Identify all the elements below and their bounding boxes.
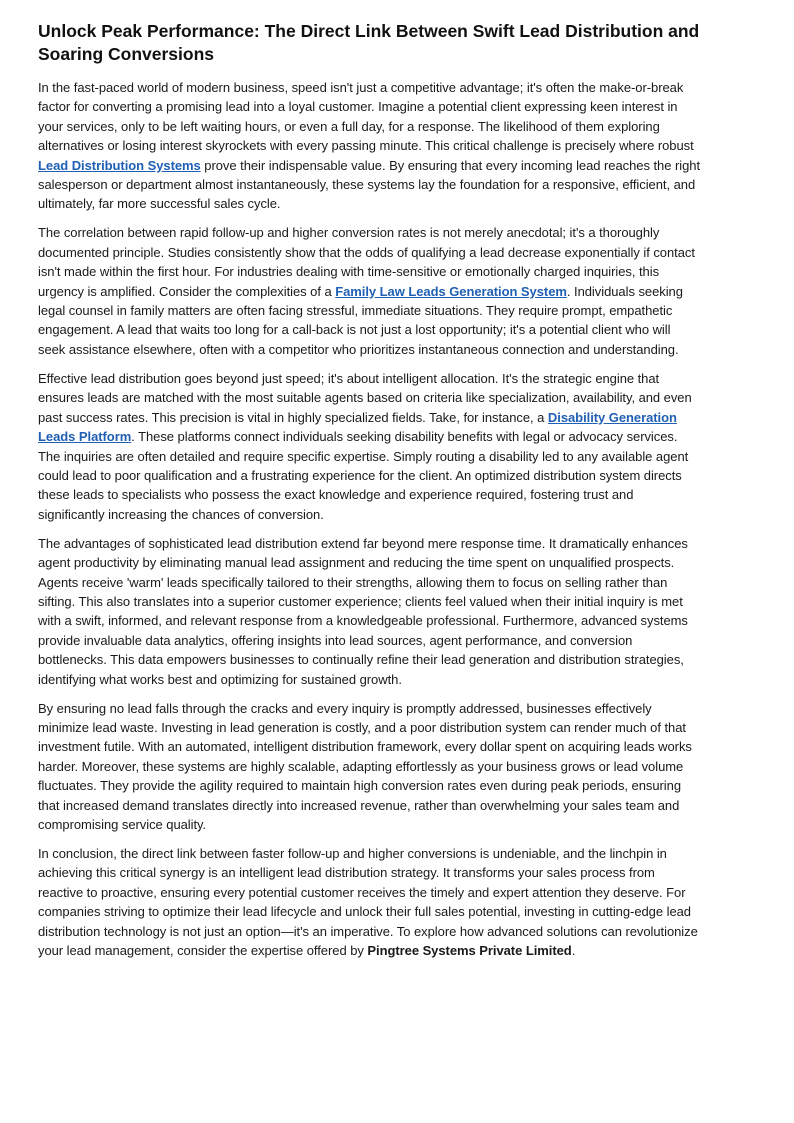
lead-distribution-systems-link[interactable]: Lead Distribution Systems [38, 157, 201, 173]
p6-text-before: In conclusion, the direct link between faster follow-up and higher conversions is undeniable, and the linchpin in achieving this critical synergy is an intelligent lead distribution strategy. It transforms your sales process from reactive to proactive, ensuring every potential customer receives the timely and expert attention they deserve. For companies striving to optimize their lead lifecycle and unlock their full sales potential, investing in cutting-edge lead distribution technology is not just an option—it's an imperative. To explore how advanced solutions can revolutionize your lead management, consider the expertise offered by [38, 846, 698, 959]
p3-text-before: Effective lead distribution goes beyond just speed; it's about intelligent allocation. It's the strategic engine that ensures leads are matched with the most suitable agents based on criteria like specialization, availability, and even past success rates. This precision is vital in highly specialized fields. Take, for instance, a [38, 370, 692, 425]
paragraph-5: By ensuring no lead falls through the cracks and every inquiry is promptly addressed, businesses effectively minimize lead waste. Investing in lead generation is costly, and a poor distribution system can render much of that investment futile. With an automated, intelligent distribution framework, every dollar spent on acquiring leads works harder. Moreover, these systems are highly scalable, adapting effortlessly as your business grows or lead volume fluctuates. They provide the agility required to maintain high conversion rates even during peak periods, ensuring that increased demand translates directly into increased revenue, rather than overwhelming your sales team and compromising service quality. [38, 700, 692, 832]
p2-text-before: The correlation between rapid follow-up and higher conversion rates is not merely anecdotal; it's a thoroughly documented principle. Studies consistently show that the odds of qualifying a lead decrease exponentially if contact isn't made within the first hour. For industries dealing with time-sensitive or emotionally charged inquiries, this urgency is amplified. Consider the complexities of a [38, 225, 695, 299]
p1-text-after: prove their indispensable value. By ensuring that every incoming lead reaches the right salesperson or department almost instantaneously, these systems lay the foundation for a responsive, efficient, and ultimately, far more successful sales cycle. [38, 157, 701, 212]
paragraph-2 [38, 223, 700, 359]
p2-text-after: . Individuals seeking legal counsel in family matters are often facing stressful, immediate situations. They require prompt, empathetic engagement. A lead that waits too long for a call-back is not just a lost opportunity; it's a potential client who will seek assistance elsewhere, often with a competitor who prioritizes instantaneous connection and understanding. [38, 283, 683, 357]
family-law-leads-link[interactable]: Family Law Leads Generation System [335, 283, 567, 299]
article [38, 20, 700, 970]
disability-leads-link[interactable]: Disability Generation Leads Platform [38, 409, 677, 445]
article-title: Unlock Peak Performance: The Direct Link Between Swift Lead Distribution and Soaring Conversions [38, 21, 700, 64]
company-name: Pingtree Systems Private Limited [367, 943, 572, 959]
paragraph-6 [38, 844, 700, 960]
paragraph-4: The advantages of sophisticated lead distribution extend far beyond mere response time. It dramatically enhances agent productivity by eliminating manual lead assignment and reducing the time spent on unqualified prospects. Agents receive 'warm' leads specifically tailored to their strengths, allowing them to focus on selling rather than sifting. This also translates into a superior customer experience; clients feel valued when their initial inquiry is met with a swift, informed, and relevant response from a knowledgeable professional. Furthermore, advanced systems provide invaluable data analytics, offering insights into lead sources, agent performance, and conversion bottlenecks. This data empowers businesses to continually refine their lead generation and distribution strategies, identifying what works best and optimizing for sustained growth. [38, 535, 688, 687]
p1-text-before: In the fast-paced world of modern business, speed isn't just a competitive advantage; it's often the make-or-break factor for converting a promising lead into a loyal customer. Imagine a potential client expressing keen interest in your services, only to be left waiting hours, or even a full day, for a response. The likelihood of them exploring alternatives or losing interest skyrockets with every passing minute. This critical challenge is precisely where robust [38, 80, 694, 154]
paragraph-3 [38, 369, 700, 524]
p6-text-after: . [571, 943, 576, 959]
p3-text-after: . These platforms connect individuals seeking disability benefits with legal or advocacy services. The inquiries are often detailed and require specific expertise. Simply routing a disability led to any available agent could lead to poor qualification and a frustrating experience for the client. An optimized distribution system directs these leads to specialists who possess the exact knowledge and experience required, fostering trust and significantly increasing the chances of conversion. [38, 429, 689, 522]
paragraph-1 [38, 78, 700, 214]
